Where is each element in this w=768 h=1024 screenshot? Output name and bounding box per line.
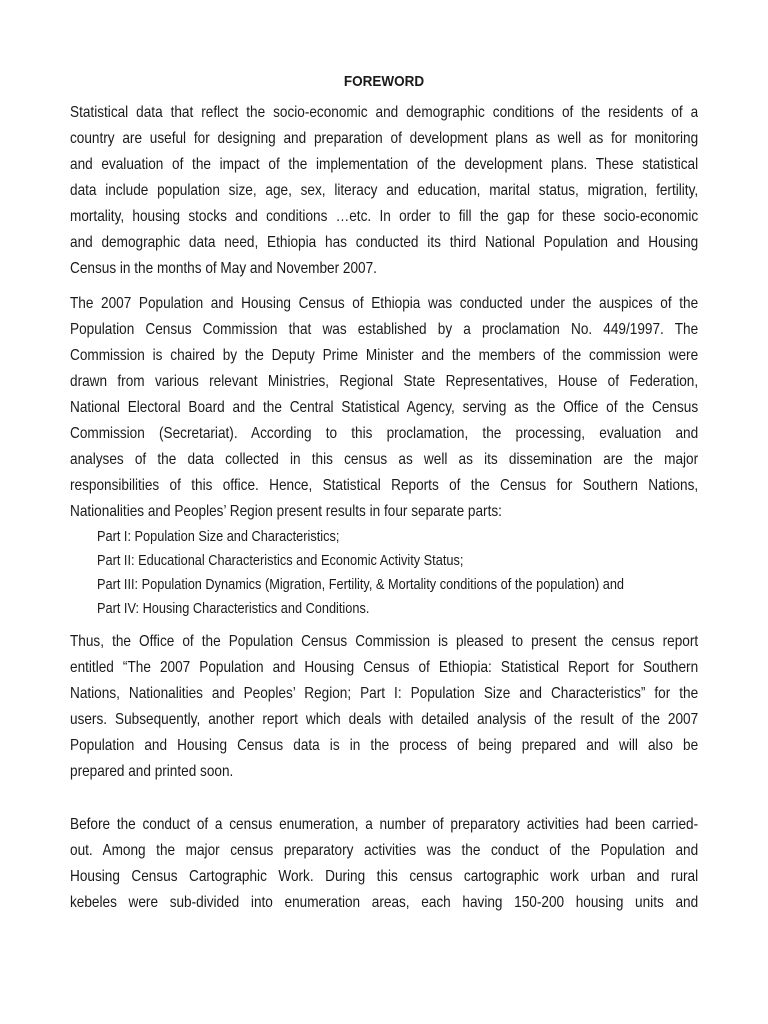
text-line: country are useful for designing and preparation of development plans as well as for monitoring bbox=[70, 130, 699, 147]
list-item: Part II: Educational Characteristics and Economic Activity Status; bbox=[97, 552, 464, 569]
paragraph-report-presentation bbox=[70, 629, 768, 785]
text-line: entitled “The 2007 Population and Housing Census of Ethiopia: Statistical Report for Southern bbox=[70, 659, 699, 676]
text-line: kebeles were sub-divided into enumeration areas, each having 150-200 housing units and bbox=[70, 894, 699, 911]
text-line: out. Among the major census preparatory activities was the conduct of the Population and bbox=[70, 842, 699, 859]
text-line: Thus, the Office of the Population Census Commission is pleased to present the census report bbox=[70, 633, 699, 650]
text-line: Commission (Secretariat). According to this proclamation, the processing, evaluation and bbox=[70, 425, 699, 442]
text-line: The 2007 Population and Housing Census of Ethiopia was conducted under the auspices of the bbox=[70, 295, 699, 312]
list-item: Part I: Population Size and Characteristics; bbox=[97, 528, 340, 545]
text-line: Population and Housing Census data is in the process of being prepared and will also be bbox=[70, 737, 699, 754]
text-line: and evaluation of the impact of the implementation of the development plans. These statistical bbox=[70, 156, 699, 173]
text-line: and demographic data need, Ethiopia has conducted its third National Population and Housing bbox=[70, 234, 699, 251]
text-line: users. Subsequently, another report which deals with detailed analysis of the result of the 2007 bbox=[70, 711, 699, 728]
parts-list bbox=[97, 525, 717, 621]
text-line: data include population size, age, sex, literacy and education, marital status, migration, fertility, bbox=[70, 182, 699, 199]
text-line: Nations, Nationalities and Peoples’ Region; Part I: Population Size and Characteristics” for the bbox=[70, 685, 699, 702]
text-line: mortality, housing stocks and conditions …etc. In order to fill the gap for these socio-economic bbox=[70, 208, 699, 225]
text-line: responsibilities of this office. Hence, Statistical Reports of the Census for Southern Nations, bbox=[70, 477, 699, 494]
page-title: FOREWORD bbox=[343, 73, 425, 90]
list-item: Part IV: Housing Characteristics and Conditions. bbox=[97, 600, 370, 617]
text-line: Commission is chaired by the Deputy Prime Minister and the members of the commission were bbox=[70, 347, 699, 364]
text-line: Nationalities and Peoples’ Region present results in four separate parts: bbox=[70, 503, 502, 520]
text-line: Census in the months of May and November 2007. bbox=[70, 260, 377, 277]
text-line: drawn from various relevant Ministries, Regional State Representatives, House of Federation, bbox=[70, 373, 699, 390]
paragraph-cartographic-work bbox=[70, 812, 768, 916]
text-line: prepared and printed soon. bbox=[70, 763, 234, 780]
list-item: Part III: Population Dynamics (Migration, Fertility, & Mortality conditions of the population) and bbox=[97, 576, 625, 593]
text-line: Population Census Commission that was established by a proclamation No. 449/1997. The bbox=[70, 321, 699, 338]
text-line: Statistical data that reflect the socio-economic and demographic conditions of the residents of a bbox=[70, 104, 699, 121]
text-line: Housing Census Cartographic Work. During this census cartographic work urban and rural bbox=[70, 868, 699, 885]
paragraph-census-commission bbox=[70, 291, 768, 525]
text-line: analyses of the data collected in this census as well as its dissemination are the major bbox=[70, 451, 699, 468]
text-line: National Electoral Board and the Central Statistical Agency, serving as the Office of the Census bbox=[70, 399, 699, 416]
paragraph-intro bbox=[70, 100, 768, 282]
text-line: Before the conduct of a census enumeration, a number of preparatory activities had been carried- bbox=[70, 816, 699, 833]
